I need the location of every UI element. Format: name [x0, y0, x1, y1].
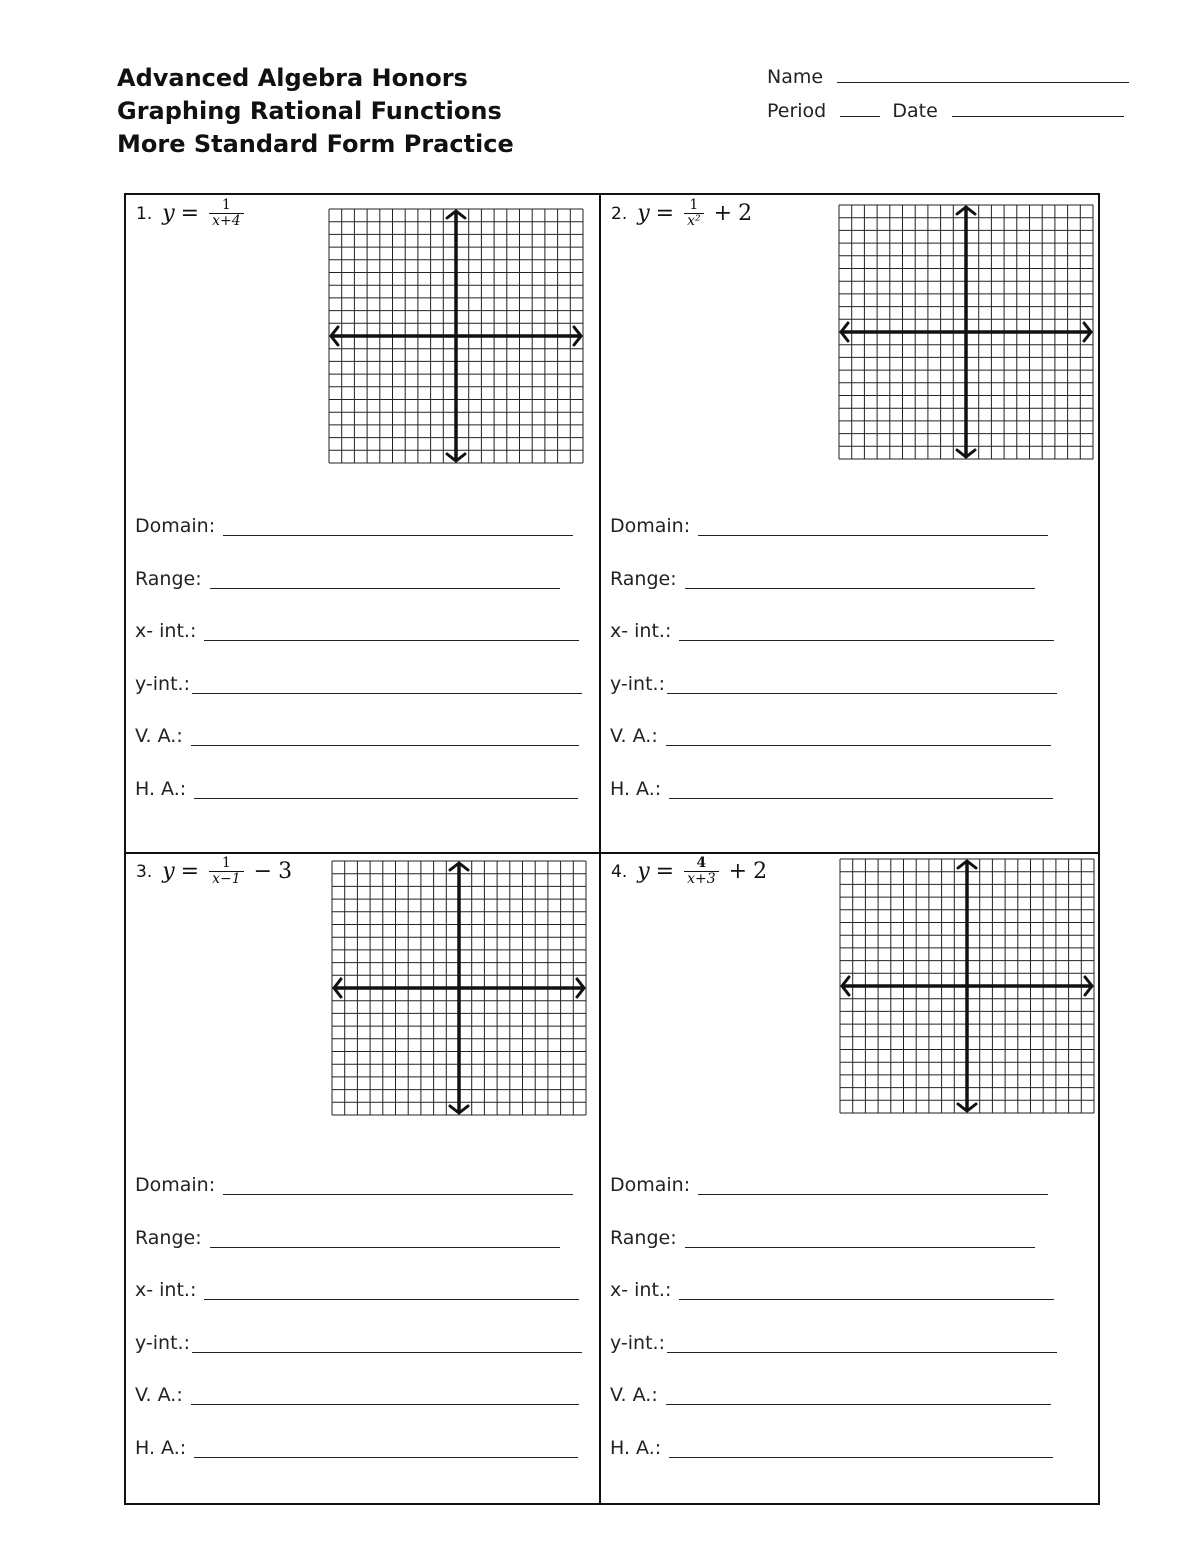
- date-blank[interactable]: [952, 96, 1124, 117]
- domain-field: [135, 515, 582, 568]
- va-field: [135, 1384, 582, 1437]
- constant: 2: [753, 859, 768, 884]
- xint-field: [610, 1279, 1057, 1332]
- domain-blank[interactable]: [223, 1174, 573, 1195]
- denominator: x+3: [684, 871, 719, 887]
- range-label: Range:: [135, 1226, 202, 1249]
- problem-number: 3.: [136, 861, 153, 882]
- constant: 2: [738, 201, 753, 226]
- range-label: Range:: [610, 567, 677, 590]
- y-variable: y: [162, 859, 175, 884]
- domain-label: Domain:: [610, 515, 691, 537]
- name-row: [767, 62, 1129, 96]
- ha-field: [135, 778, 582, 831]
- operator: −: [253, 859, 273, 884]
- range-field: [610, 1227, 1057, 1280]
- domain-label: Domain:: [135, 1174, 216, 1196]
- equation-3: [136, 856, 292, 887]
- equation-1: [136, 198, 248, 229]
- numerator: 4: [696, 855, 707, 871]
- va-label: V. A.:: [135, 725, 183, 747]
- y-variable: y: [162, 201, 175, 226]
- xint-field: [610, 620, 1057, 673]
- yint-blank[interactable]: [192, 1332, 582, 1353]
- yint-blank[interactable]: [667, 1332, 1057, 1353]
- period-label: Period: [767, 100, 827, 122]
- xint-label: x- int.:: [135, 620, 197, 642]
- yint-field: [610, 1332, 1057, 1385]
- domain-blank[interactable]: [223, 515, 573, 536]
- unit-title: Graphing Rational Functions: [117, 97, 502, 125]
- domain-blank[interactable]: [698, 1174, 1048, 1195]
- date-label: Date: [892, 100, 938, 122]
- equals-sign: =: [180, 201, 200, 226]
- denominator: x−1: [209, 871, 244, 887]
- fraction: [209, 198, 244, 229]
- denominator: x²: [684, 213, 704, 229]
- ha-blank[interactable]: [194, 1437, 578, 1458]
- va-blank[interactable]: [666, 1384, 1051, 1405]
- xint-label: x- int.:: [610, 620, 672, 642]
- operator: +: [713, 201, 733, 226]
- y-variable: y: [637, 859, 650, 884]
- equals-sign: =: [655, 859, 675, 884]
- y-variable: y: [637, 201, 650, 226]
- period-blank[interactable]: [840, 96, 880, 117]
- range-blank[interactable]: [210, 568, 560, 589]
- range-label: Range:: [135, 567, 202, 590]
- domain-field: [135, 1174, 582, 1227]
- xint-blank[interactable]: [679, 1279, 1054, 1300]
- domain-field: [610, 1174, 1057, 1227]
- range-field: [135, 1227, 582, 1280]
- operator: +: [728, 859, 748, 884]
- ha-label: H. A.:: [610, 1436, 662, 1459]
- va-label: V. A.:: [610, 725, 658, 747]
- answer-fields-1: [135, 515, 582, 830]
- xint-blank[interactable]: [204, 1279, 579, 1300]
- equals-sign: =: [655, 201, 675, 226]
- ha-blank[interactable]: [669, 1437, 1053, 1458]
- fraction: [684, 856, 719, 887]
- va-field: [610, 725, 1057, 778]
- equals-sign: =: [180, 859, 200, 884]
- ha-field: [610, 778, 1057, 831]
- va-field: [610, 1384, 1057, 1437]
- title-block: [117, 62, 514, 161]
- va-label: V. A.:: [610, 1384, 658, 1406]
- range-field: [610, 568, 1057, 621]
- ha-label: H. A.:: [135, 777, 187, 800]
- va-field: [135, 725, 582, 778]
- yint-label: y-int.:: [610, 1331, 665, 1354]
- domain-blank[interactable]: [698, 515, 1048, 536]
- coordinate-grid-1[interactable]: [328, 208, 584, 464]
- constant: 3: [278, 859, 293, 884]
- fraction: [209, 856, 244, 887]
- domain-label: Domain:: [135, 515, 216, 537]
- coordinate-grid-2[interactable]: [838, 204, 1094, 460]
- ha-label: H. A.:: [135, 1436, 187, 1459]
- worksheet-title: More Standard Form Practice: [117, 130, 514, 158]
- domain-label: Domain:: [610, 1174, 691, 1196]
- ha-field: [135, 1437, 582, 1490]
- name-label: Name: [767, 66, 824, 88]
- answer-fields-4: [610, 1174, 1057, 1489]
- yint-blank[interactable]: [192, 673, 582, 694]
- range-blank[interactable]: [685, 568, 1035, 589]
- ha-field: [610, 1437, 1057, 1490]
- yint-label: y-int.:: [610, 672, 665, 695]
- range-blank[interactable]: [210, 1227, 560, 1248]
- course-title: Advanced Algebra Honors: [117, 64, 468, 92]
- equation-2: [611, 198, 752, 229]
- yint-field: [135, 673, 582, 726]
- yint-field: [135, 1332, 582, 1385]
- numerator: 1: [689, 197, 699, 213]
- equation-4: [611, 856, 767, 887]
- coordinate-grid-3[interactable]: [331, 860, 587, 1116]
- va-label: V. A.:: [135, 1384, 183, 1406]
- coordinate-grid-4[interactable]: [839, 858, 1095, 1114]
- denominator: x+4: [209, 213, 244, 229]
- answer-fields-2: [610, 515, 1057, 830]
- yint-label: y-int.:: [135, 672, 190, 695]
- numerator: 1: [221, 855, 231, 871]
- fraction: [684, 198, 704, 229]
- ha-blank[interactable]: [194, 778, 578, 799]
- problem-number: 4.: [611, 861, 628, 882]
- range-field: [135, 568, 582, 621]
- name-blank[interactable]: [837, 62, 1129, 83]
- numerator: 1: [221, 197, 231, 213]
- answer-fields-3: [135, 1174, 582, 1489]
- range-label: Range:: [610, 1226, 677, 1249]
- yint-field: [610, 673, 1057, 726]
- ha-label: H. A.:: [610, 777, 662, 800]
- va-blank[interactable]: [191, 1384, 579, 1405]
- va-blank[interactable]: [666, 725, 1051, 746]
- problem-number: 1.: [136, 203, 153, 224]
- domain-field: [610, 515, 1057, 568]
- xint-blank[interactable]: [679, 620, 1054, 641]
- xint-field: [135, 620, 582, 673]
- problem-number: 2.: [611, 203, 628, 224]
- xint-label: x- int.:: [135, 1279, 197, 1301]
- va-blank[interactable]: [191, 725, 579, 746]
- xint-label: x- int.:: [610, 1279, 672, 1301]
- yint-label: y-int.:: [135, 1331, 190, 1354]
- xint-field: [135, 1279, 582, 1332]
- yint-blank[interactable]: [667, 673, 1057, 694]
- period-date-row: [767, 96, 1129, 130]
- horizontal-divider: [124, 852, 1100, 854]
- ha-blank[interactable]: [669, 778, 1053, 799]
- xint-blank[interactable]: [204, 620, 579, 641]
- vertical-divider: [599, 193, 601, 1505]
- range-blank[interactable]: [685, 1227, 1035, 1248]
- student-info: [767, 62, 1129, 130]
